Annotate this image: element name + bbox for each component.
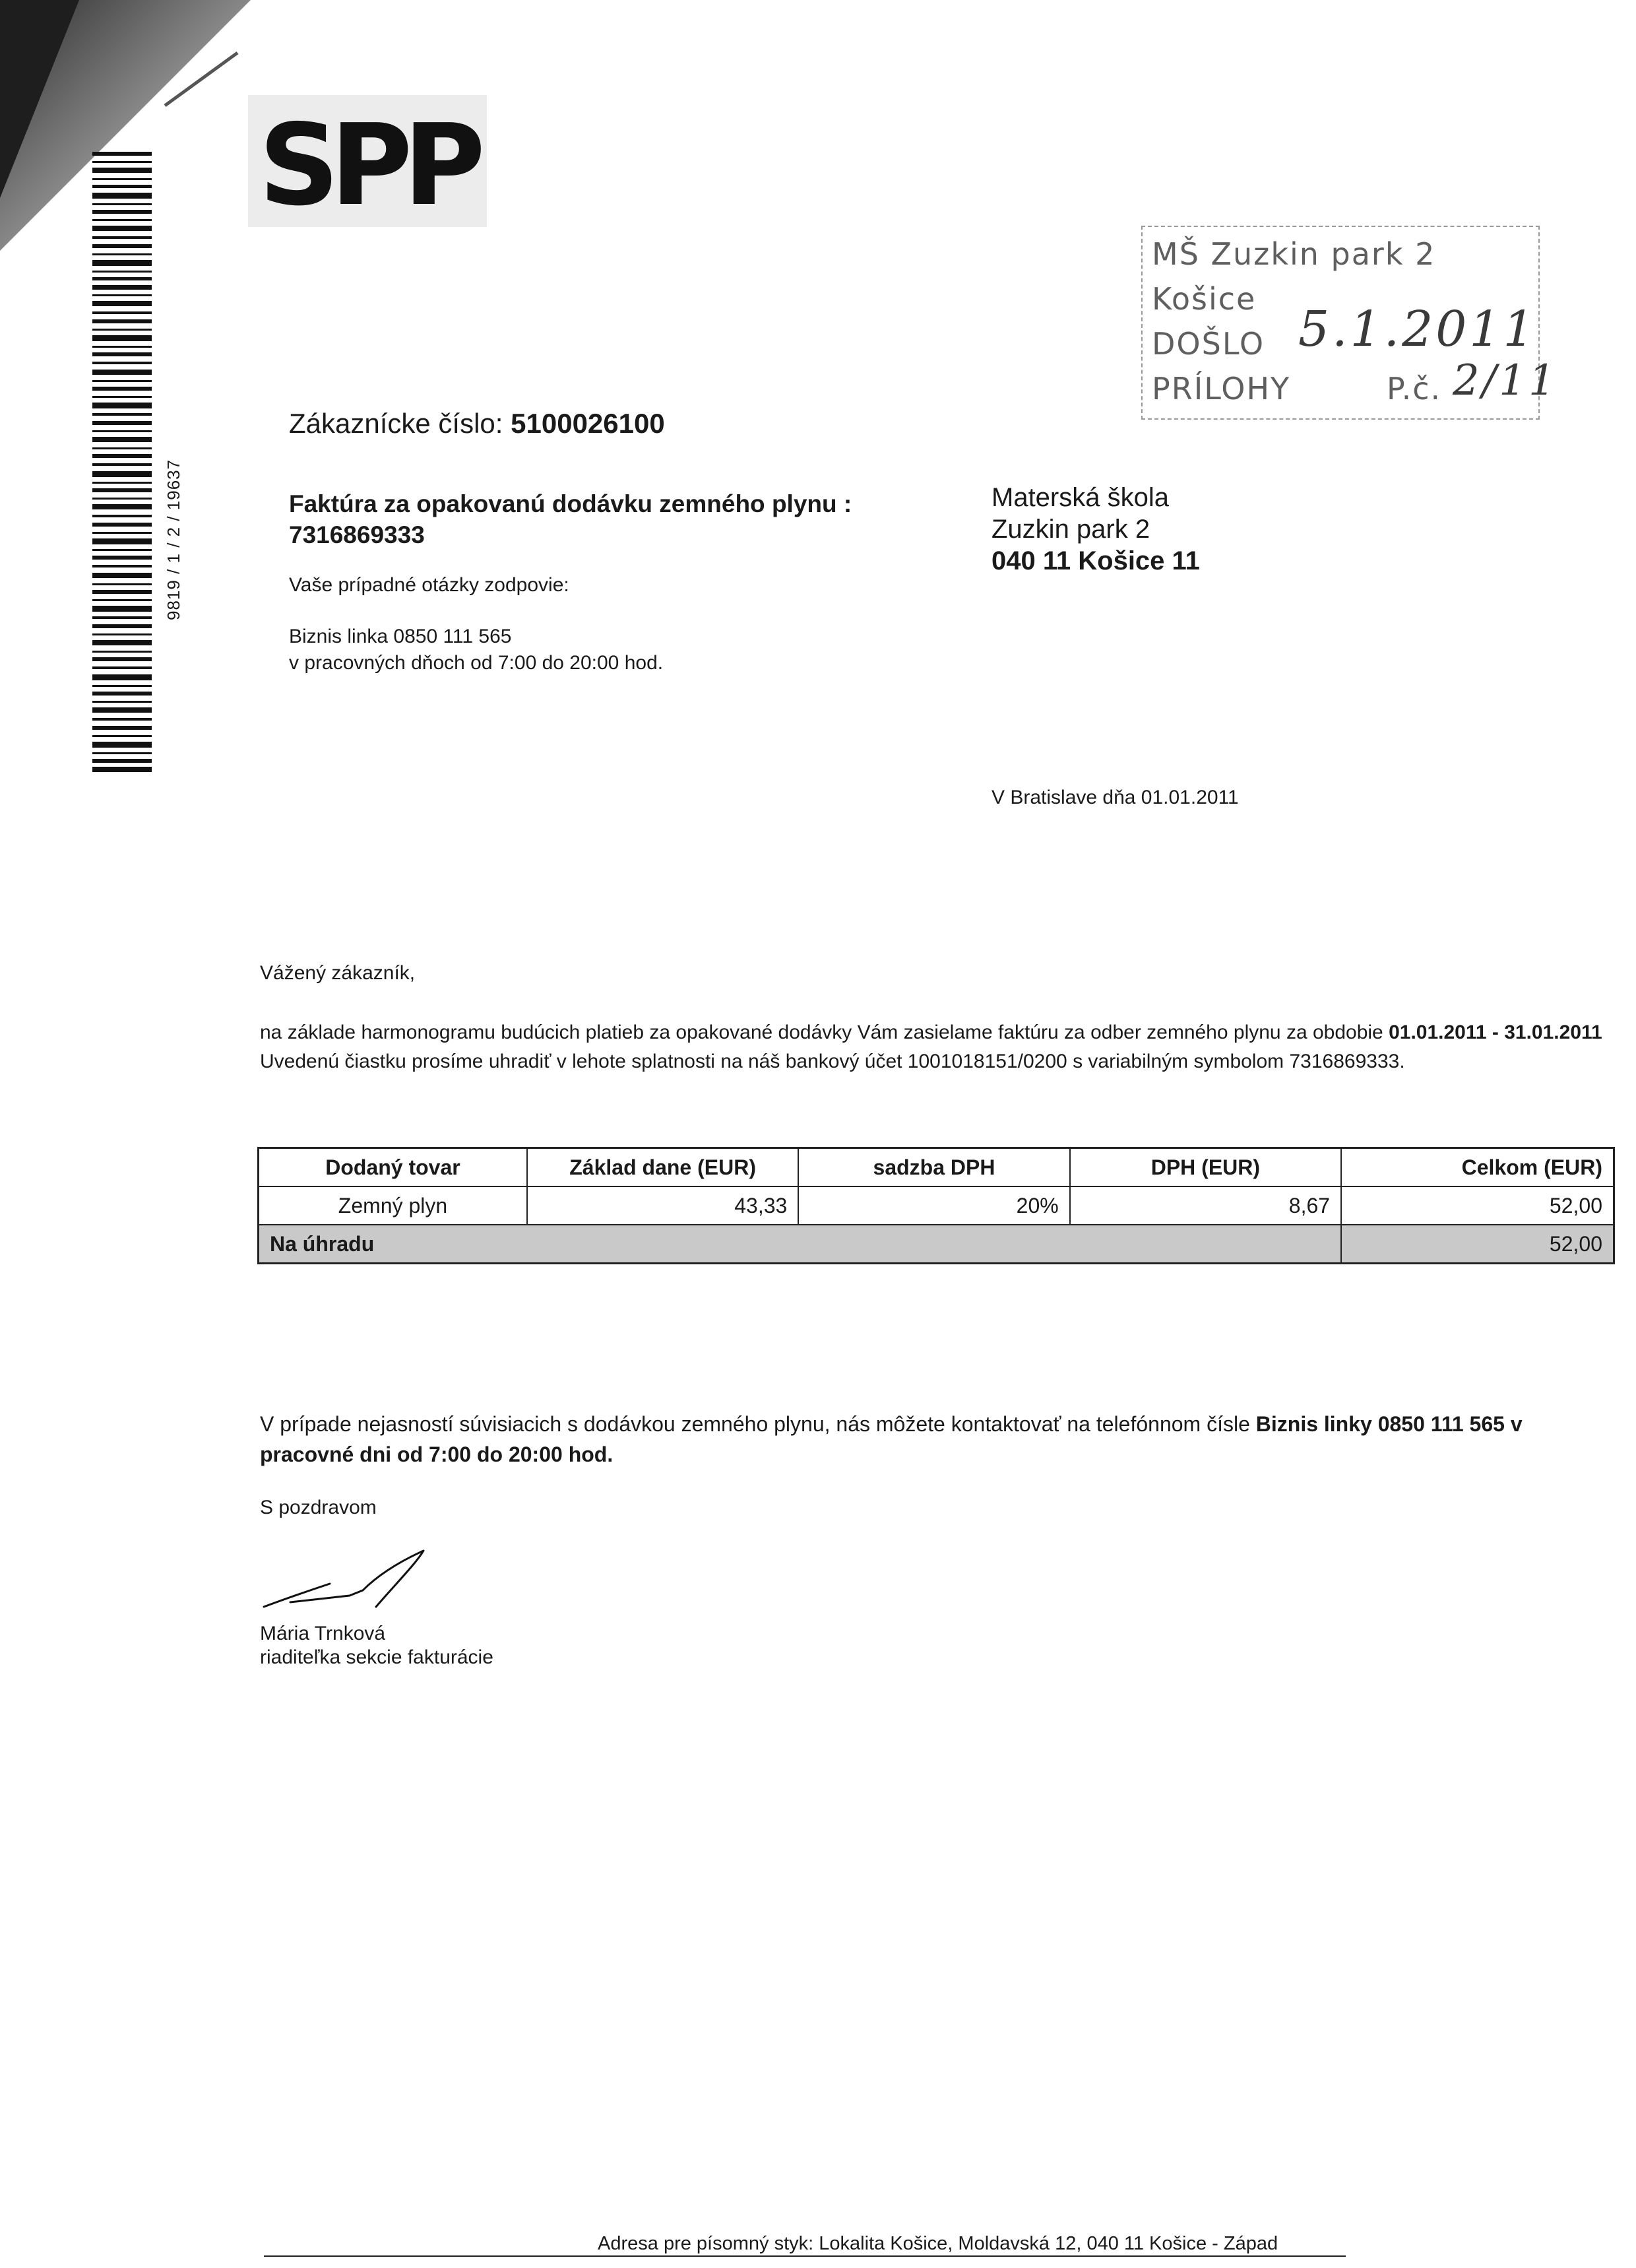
- stamp-line-2: Košice: [1152, 281, 1257, 317]
- signature: [251, 1544, 435, 1617]
- closing: S pozdravom: [260, 1497, 377, 1518]
- barcode: [92, 152, 152, 772]
- letter-body: [260, 1021, 1619, 1074]
- stamp-line-3: DOŠLO: [1152, 326, 1265, 362]
- hotline-hours: v pracovných dňoch od 7:00 do 20:00 hod.: [289, 652, 664, 674]
- letter-paragraph-2: Uvedenú čiastku prosíme uhradiť v lehote splatnosti na náš bankový účet 1001018151/0200 s variabilným symbolom 7316869333.: [260, 1051, 1405, 1072]
- footer-address: [598, 2233, 1278, 2255]
- questions-text: Vaše prípadné otázky zodpovie:: [289, 574, 569, 596]
- stamp-line-1: MŠ Zuzkin park 2: [1152, 236, 1436, 272]
- invoice-title-text: Faktúra za opakovanú dodávku zemného plynu :: [289, 490, 852, 517]
- barcode-number: 9819 / 1 / 2 / 19637: [164, 459, 183, 620]
- hotline-number: Biznis linka 0850 111 565: [289, 626, 512, 647]
- letter-paragraph-1: [260, 1021, 1619, 1045]
- column-header: DPH (EUR): [1070, 1148, 1341, 1187]
- contact-paragraph: [260, 1409, 1619, 1470]
- logo-text: SPP: [259, 100, 476, 227]
- stamp-pc-label: P.č.: [1387, 371, 1442, 406]
- salutation: Vážený zákazník,: [260, 962, 416, 984]
- stamp-received-date: 5.1.2011: [1298, 301, 1537, 358]
- column-header: Dodaný tovar: [259, 1148, 527, 1187]
- recipient-city: 040 11 Košice 11: [991, 546, 1200, 575]
- billing-period: 01.01.2011 - 31.01.2011: [1389, 1021, 1602, 1043]
- column-header: sadzba DPH: [798, 1148, 1069, 1187]
- invoice-table: [257, 1147, 1615, 1264]
- total-label: Na úhradu: [259, 1225, 1342, 1264]
- column-header: Základ dane (EUR): [527, 1148, 798, 1187]
- recipient-street: Zuzkin park 2: [991, 515, 1150, 544]
- recipient-address: [991, 482, 1200, 577]
- signer: [260, 1622, 493, 1669]
- customer-number-line: [289, 408, 665, 439]
- stamp-line-4: PRÍLOHY: [1152, 371, 1291, 406]
- invoice-title: [289, 488, 852, 550]
- footer-rule: [264, 2255, 1346, 2257]
- contact-hotline: Biznis linky 0850 111 565 v pracovné dni od 7:00 do 20:00 hod.: [260, 1412, 1523, 1466]
- table-header-row: [259, 1148, 1614, 1187]
- column-header: Celkom (EUR): [1341, 1148, 1614, 1187]
- received-stamp: [1141, 226, 1558, 420]
- signer-title: riaditeľka sekcie fakturácie: [260, 1646, 493, 1668]
- customer-number-label: Zákaznícke číslo:: [289, 408, 503, 439]
- contact-text: V prípade nejasností súvisiacich s dodávkou zemného plynu, nás môžete kontaktovať na telefónnom čísle: [260, 1412, 1256, 1436]
- recipient-name: Materská škola: [991, 483, 1169, 512]
- table-cell: 43,33: [527, 1186, 798, 1225]
- stamp-pc-number: 2/11: [1453, 356, 1558, 405]
- table-cell: Zemný plyn: [259, 1186, 527, 1225]
- table-cell: 8,67: [1070, 1186, 1341, 1225]
- date-line: V Bratislave dňa 01.01.2011: [991, 787, 1239, 808]
- table-cell: 20%: [798, 1186, 1069, 1225]
- paragraph-1-text: na základe harmonogramu budúcich platieb za opakované dodávky Vám zasielame faktúru za odber zemného plynu za obdobie: [260, 1021, 1389, 1043]
- signer-name: Mária Trnková: [260, 1623, 386, 1644]
- footer-label: Adresa pre písomný styk:: [598, 2233, 814, 2254]
- invoice-number: 7316869333: [289, 521, 425, 548]
- table-row: [259, 1186, 1614, 1225]
- customer-number: 5100026100: [511, 408, 665, 439]
- total-value: 52,00: [1341, 1225, 1614, 1264]
- table-total-row: [259, 1225, 1614, 1264]
- spp-logo: [248, 95, 487, 227]
- hotline-info: [289, 624, 663, 676]
- footer-address-text: Lokalita Košice, Moldavská 12, 040 11 Košice - Západ: [813, 2233, 1278, 2254]
- table-cell: 52,00: [1341, 1186, 1614, 1225]
